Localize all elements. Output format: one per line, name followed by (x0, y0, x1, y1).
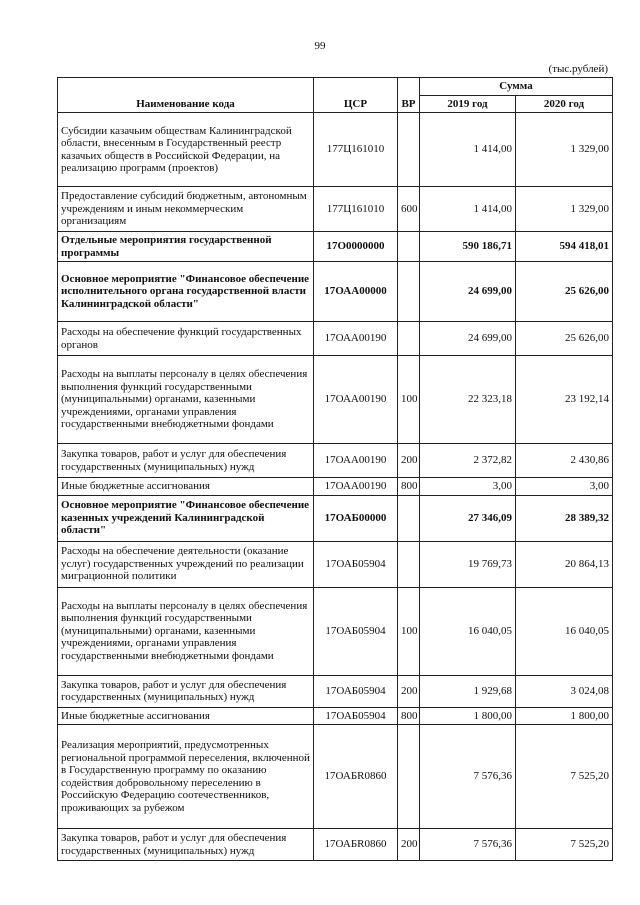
row-sum-2019: 16 040,05 (420, 587, 516, 675)
row-sum-2020: 3,00 (516, 478, 613, 496)
row-sum-2019: 3,00 (420, 478, 516, 496)
row-sum-2019: 22 323,18 (420, 356, 516, 444)
row-name: Иные бюджетные ассигнования (58, 707, 314, 725)
row-csr: 17ОАА00000 (314, 262, 398, 322)
row-vr: 100 (398, 356, 420, 444)
row-vr: 200 (398, 444, 420, 478)
row-sum-2020: 594 418,01 (516, 232, 613, 262)
table-row (58, 113, 613, 187)
row-sum-2019: 27 346,09 (420, 495, 516, 541)
table-row (58, 587, 613, 675)
table-row (58, 541, 613, 587)
row-csr: 17ОАБR0860 (314, 725, 398, 829)
table-row (58, 232, 613, 262)
row-vr (398, 725, 420, 829)
row-csr: 17ОАБR0860 (314, 829, 398, 861)
row-sum-2020: 23 192,14 (516, 356, 613, 444)
table-row (58, 356, 613, 444)
header-year-2020: 2020 год (516, 95, 613, 113)
row-sum-2020: 7 525,20 (516, 725, 613, 829)
row-csr: 177Ц161010 (314, 187, 398, 232)
row-sum-2020: 28 389,32 (516, 495, 613, 541)
row-sum-2019: 2 372,82 (420, 444, 516, 478)
page-number: 99 (314, 40, 326, 52)
row-csr: 17ОАБ05904 (314, 707, 398, 725)
table-row (58, 675, 613, 707)
table-row (58, 495, 613, 541)
row-csr: 17ОАА00190 (314, 322, 398, 356)
row-sum-2019: 7 576,36 (420, 725, 516, 829)
row-name: Закупка товаров, работ и услуг для обеспечения государственных (муниципальных) нужд (58, 829, 314, 861)
row-vr: 800 (398, 707, 420, 725)
row-vr: 600 (398, 187, 420, 232)
row-sum-2020: 1 800,00 (516, 707, 613, 725)
table-row (58, 707, 613, 725)
header-sum: Сумма (420, 78, 613, 96)
row-sum-2020: 25 626,00 (516, 262, 613, 322)
row-sum-2019: 24 699,00 (420, 322, 516, 356)
row-sum-2020: 1 329,00 (516, 113, 613, 187)
row-vr: 800 (398, 478, 420, 496)
row-name: Основное мероприятие "Финансовое обеспечение исполнительного органа государственной власти Калининградской области" (58, 262, 314, 322)
table-row (58, 262, 613, 322)
table-row (58, 725, 613, 829)
row-vr (398, 495, 420, 541)
header-csr: ЦСР (314, 78, 398, 113)
row-vr (398, 113, 420, 187)
row-name: Закупка товаров, работ и услуг для обеспечения государственных (муниципальных) нужд (58, 675, 314, 707)
row-vr: 200 (398, 829, 420, 861)
row-csr: 17ОАБ05904 (314, 541, 398, 587)
table-row (58, 187, 613, 232)
row-name: Реализация мероприятий, предусмотренных региональной программой переселения, включенной в Государственную программу по оказанию содействия добровольному переселению в Российскую Федерацию соотечественников, проживающих за рубежом (58, 725, 314, 829)
row-csr: 177Ц161010 (314, 113, 398, 187)
row-sum-2019: 1 929,68 (420, 675, 516, 707)
header-name: Наименование кода (58, 78, 314, 113)
row-csr: 17ОАА00190 (314, 444, 398, 478)
row-vr: 200 (398, 675, 420, 707)
row-sum-2020: 7 525,20 (516, 829, 613, 861)
header-vr: ВР (398, 78, 420, 113)
row-name: Расходы на выплаты персоналу в целях обеспечения выполнения функций государственными (муниципальными) органами, казенными учреждениями, органами управления государственными внебюджетными фондами (58, 356, 314, 444)
header-year-2019: 2019 год (420, 95, 516, 113)
row-sum-2020: 25 626,00 (516, 322, 613, 356)
row-name: Основное мероприятие "Финансовое обеспечение казенных учреждений Калининградской области" (58, 495, 314, 541)
row-sum-2020: 20 864,13 (516, 541, 613, 587)
row-csr: 17ОАА00190 (314, 356, 398, 444)
row-sum-2019: 1 414,00 (420, 113, 516, 187)
row-csr: 17ОАБ00000 (314, 495, 398, 541)
table-body (58, 113, 613, 861)
budget-table (57, 77, 613, 861)
table-row (58, 322, 613, 356)
row-csr: 17ОАБ05904 (314, 587, 398, 675)
row-sum-2020: 3 024,08 (516, 675, 613, 707)
row-sum-2020: 16 040,05 (516, 587, 613, 675)
row-vr (398, 322, 420, 356)
row-sum-2019: 19 769,73 (420, 541, 516, 587)
table-row (58, 444, 613, 478)
row-vr: 100 (398, 587, 420, 675)
row-sum-2019: 7 576,36 (420, 829, 516, 861)
units-label: (тыс.рублей) (548, 63, 608, 75)
row-sum-2019: 24 699,00 (420, 262, 516, 322)
row-sum-2020: 2 430,86 (516, 444, 613, 478)
header-row-top (58, 78, 613, 96)
row-sum-2019: 590 186,71 (420, 232, 516, 262)
row-name: Расходы на выплаты персоналу в целях обеспечения выполнения функций государственными (муниципальными) органами, казенными учреждениями, органами управления государственными внебюджетными фондами (58, 587, 314, 675)
row-vr (398, 262, 420, 322)
row-csr: 17О0000000 (314, 232, 398, 262)
table-row (58, 829, 613, 861)
row-vr (398, 541, 420, 587)
row-sum-2019: 1 414,00 (420, 187, 516, 232)
row-csr: 17ОАБ05904 (314, 675, 398, 707)
row-vr (398, 232, 420, 262)
row-name: Субсидии казачьим обществам Калининградской области, внесенным в Государственный реестр казачьих обществ в Российской Федерации, на реализацию программ (проектов) (58, 113, 314, 187)
row-name: Расходы на обеспечение деятельности (оказание услуг) государственных учреждений по реализации миграционной политики (58, 541, 314, 587)
row-sum-2019: 1 800,00 (420, 707, 516, 725)
row-sum-2020: 1 329,00 (516, 187, 613, 232)
row-csr: 17ОАА00190 (314, 478, 398, 496)
row-name: Иные бюджетные ассигнования (58, 478, 314, 496)
row-name: Закупка товаров, работ и услуг для обеспечения государственных (муниципальных) нужд (58, 444, 314, 478)
row-name: Предоставление субсидий бюджетным, автономным учреждениям и иным некоммерческим организациям (58, 187, 314, 232)
row-name: Отдельные мероприятия государственной программы (58, 232, 314, 262)
table-row (58, 478, 613, 496)
row-name: Расходы на обеспечение функций государственных органов (58, 322, 314, 356)
